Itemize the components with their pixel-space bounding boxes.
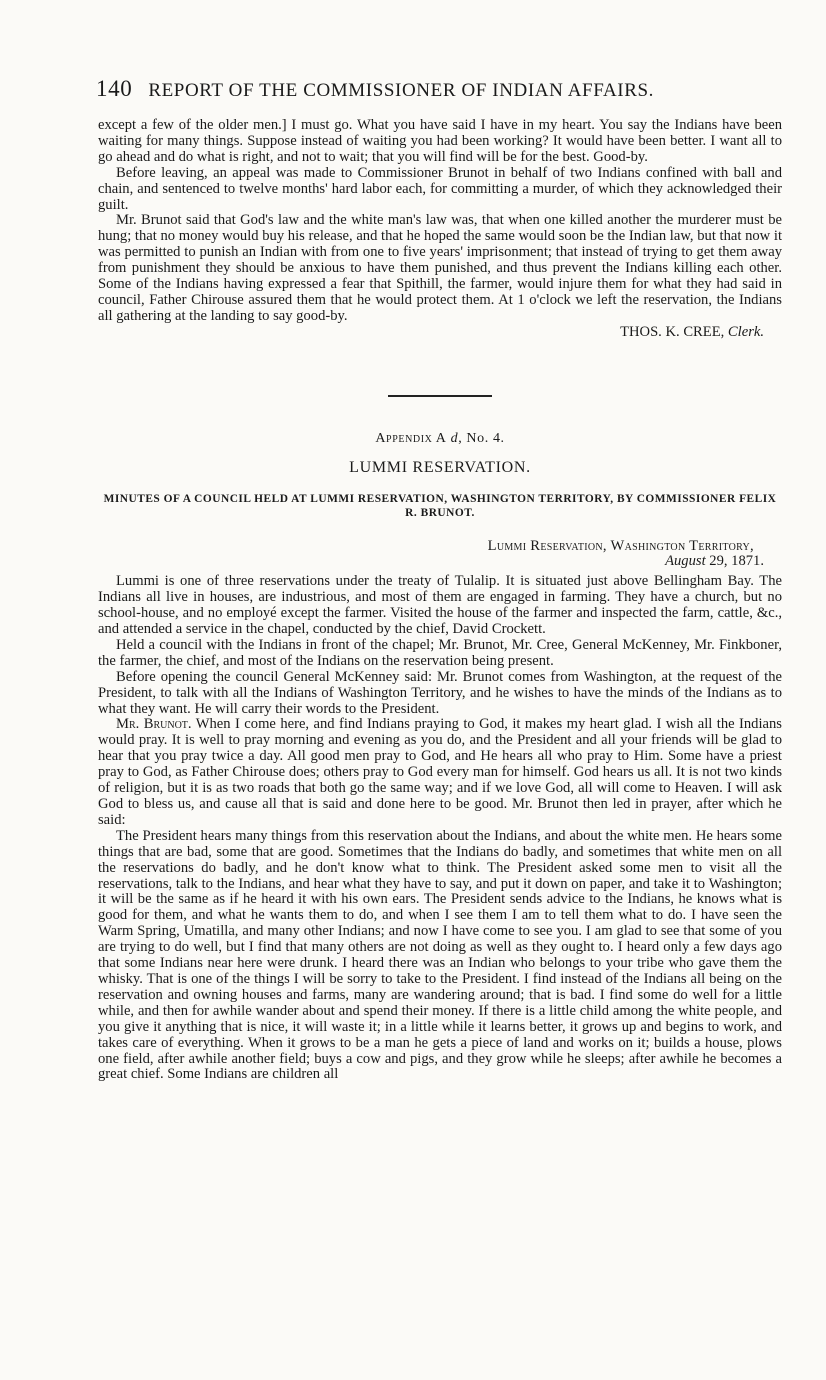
section-subtitle: MINUTES OF A COUNCIL HELD AT LUMMI RESERVATION, WASHINGTON TERRITORY, BY COMMISSIONER FELIX R. BRUNOT.: [103, 492, 777, 519]
dateline-place: Lummi Reservation, Washington Territory,: [487, 537, 754, 554]
paragraph: Before opening the council General McKenney said: Mr. Brunot comes from Washington, at the request of the President, to talk with all the Indians of Washington Territory, and he wishes to have the minds of the Indians as to what they want. He will carry their words to the President.: [98, 668, 782, 717]
speaker-name: Mr. Brunot.: [116, 716, 192, 733]
running-title: REPORT OF THE COMMISSIONER OF INDIAN AFFAIRS.: [148, 80, 655, 101]
paragraph: except a few of the older men.] I must go. What you have said I have in my heart. You say the Indians have been waiting for many things. Suppose instead of waiting you had been working? It would have been better. I want all to go ahead and do what is right, and not to wait; that you will find will be for the best. Good-by.: [98, 117, 782, 165]
paragraph: Mr. Brunot said that God's law and the white man's law was, that when one killed another the murderer must be hung; that no money would buy his release, and that he hoped the same would soon be the Indian law, but that now it was permitted to punish an Indian with from one to five years' imprisonment; that instead of trying to get them away from punishment they should be anxious to have them punished, and thus prevent the Indians killing each other. Some of the Indians having expressed a fear that Spithill, the farmer, would injure them for what they had said in council, Father Chirouse assured them that he would protect them. At 1 o'clock we left the reservation, the Indians all gathering at the landing to say good-by.: [98, 212, 782, 324]
text-column: [98, 118, 782, 1083]
page-header: [96, 76, 776, 102]
signature-role: Clerk.: [727, 323, 764, 340]
dateline-rest: 29, 1871.: [705, 553, 764, 570]
dateline-date: [98, 554, 782, 570]
speech-paragraph: [98, 717, 782, 828]
appendix-letter: d: [450, 430, 459, 446]
dateline-month: August: [665, 553, 706, 570]
page-number: 140: [96, 76, 133, 101]
appendix-label: Appendix A: [375, 430, 447, 446]
signature: [98, 325, 782, 341]
signature-name: THOS. K. CREE,: [620, 323, 725, 340]
section-title: LUMMI RESERVATION.: [349, 458, 531, 476]
section-divider: [388, 395, 492, 397]
appendix-heading: [98, 431, 782, 447]
paragraph: Held a council with the Indians in front of the chapel; Mr. Brunot, Mr. Cree, General McKenney, Mr. Finkboner, the farmer, the chief, and most of the Indians on the reservation being present.: [98, 636, 782, 669]
appendix-number: , No. 4.: [458, 430, 505, 446]
paragraph: The President hears many things from this reservation about the Indians, and about the white men. He hears some things that are bad, some that are good. Sometimes that the Indians do badly, and sometimes that white men on all the reservations do badly, and he don't know what to think. The President asked some men to visit all the reservations, talk to the Indians, and hear what they have to say, and put it down on paper, and take it to Washington; it will be the same as if he heard it with his own ears. The President sends advice to the Indians, he knows what is good for them, and what he wants them to do, and when I see them I am to tell them what to do. I have seen the Warm Spring, Umatilla, and many other Indians; and now I have come to see you. I am glad to see that some of you are trying to do well, but I find that many others are not doing as well as they ought to. I heard only a few days ago that some Indians near here were drunk. I heard there was an Indian who belongs to your tribe who gave them the whisky. That is one of the things I will be sorry to take to the President. I find instead of the Indians all being on the reservation and owning houses and farms, many are wandering around; that is bad. I find some do well for a little while, and then for awhile wander about and spend their money. If there is a little child among the white people, and you give it anything that is nice, it will waste it; in a little while it learns better, it grows up and begins to work, and takes care of everything. When it grows to be a man he gets a piece of land and works on it; builds a house, plows one field, after awhile another field; buys a cow and pigs, and they grow while he sleeps; after awhile he becomes a great chief. Some Indians are children all: [98, 827, 782, 1083]
speech-text: When I come here, and find Indians praying to God, it makes my heart glad. I wish all the Indians would pray. It is well to pray morning and evening as you do, and the President and all your friends will be glad to hear that you pray twice a day. All good men pray to God, and He hears all who pray to Him. Some have a priest pray to God, as Father Chirouse does; others pray to God every man for himself. God hears us all. It is not two kinds of religion, but it is as two roads that both go the same way; and if we love God, all will come to Heaven. I will ask God to bless us, and cause all that is said and done here to be good. Mr. Brunot then led in prayer, after which he said:: [98, 716, 782, 828]
paragraph: Before leaving, an appeal was made to Commissioner Brunot in behalf of two Indians confined with ball and chain, and sentenced to twelve months' hard labor each, for committing a murder, of which they acknowledged their guilt.: [98, 164, 782, 213]
paragraph: Lummi is one of three reservations under the treaty of Tulalip. It is situated just above Bellingham Bay. The Indians all live in houses, are industrious, and most of them are engaged in farming. They have a church, but no school-house, and no employé except the farmer. Visited the house of the farmer and inspected the farm, cattle, &c., and attended a service in the chapel, conducted by the chief, David Crockett.: [98, 573, 782, 638]
